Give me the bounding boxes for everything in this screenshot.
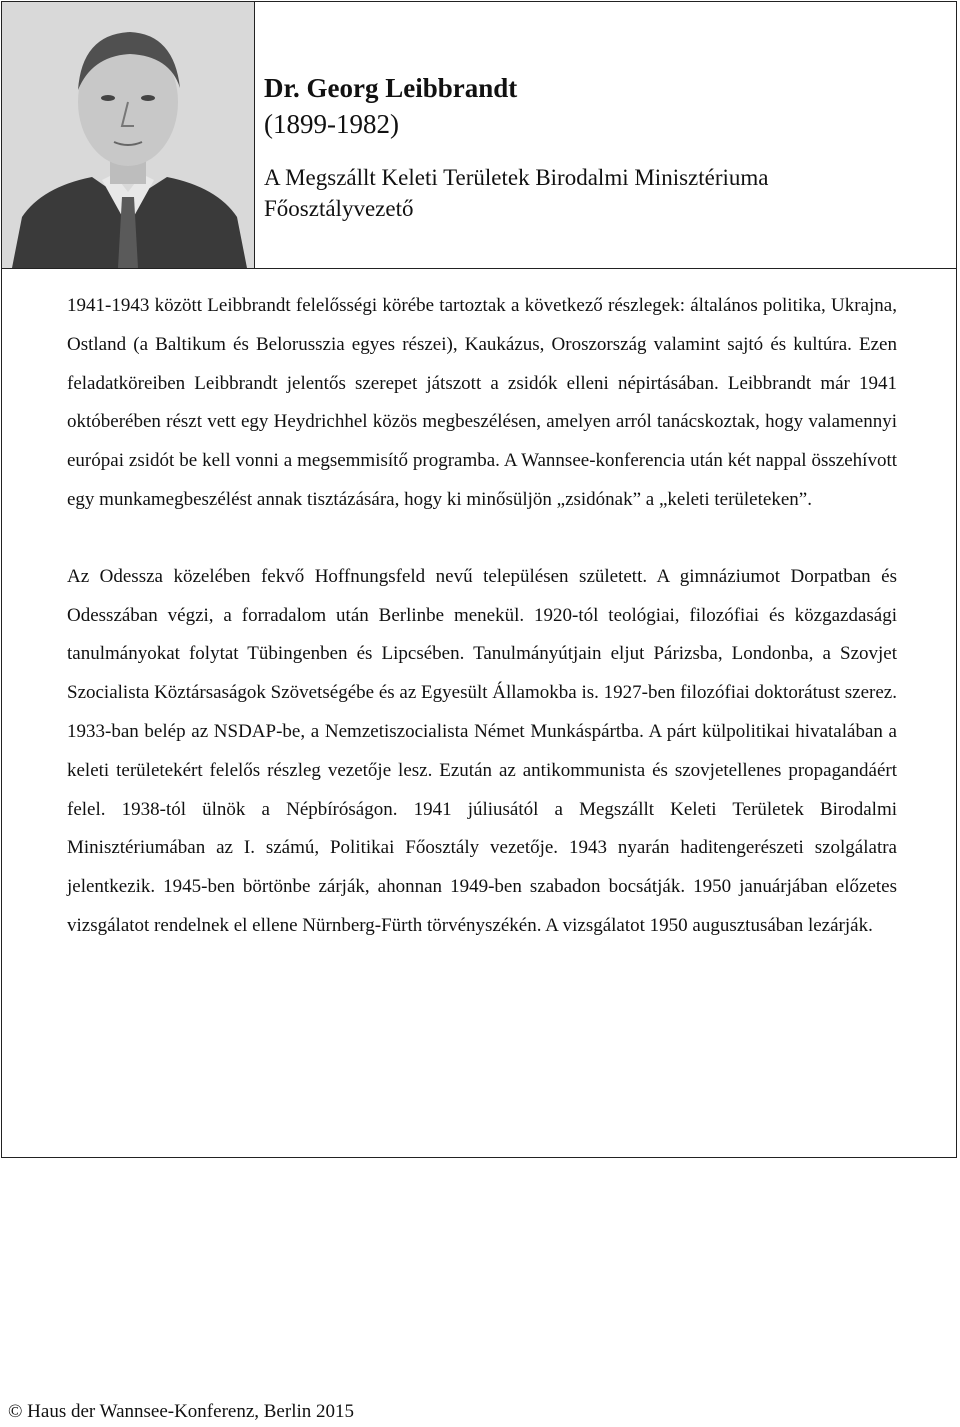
biography-text — [67, 287, 897, 946]
title-block — [264, 70, 944, 224]
biography-card — [1, 1, 957, 1158]
person-name: Dr. Georg Leibbrandt — [264, 73, 518, 103]
person-years: (1899-1982) — [264, 109, 399, 139]
role-title: Főosztályvezető — [264, 196, 414, 221]
paragraph-biography: Az Odessza közelében fekvő Hoffnungsfeld nevű településen született. A gimnáziumot Dorpatban és Odesszában végzi, a forradalom után Berlinbe menekül. 1920-tól teológiai, filozófiai és közgazdasági tanulmányokat folytat Tübingenben és Lipcsében. Tanulmányútjain eljut Párizsba, Londonba, a Szovjet Szocialista Köztársaságok Szövetségébe és az Egyesült Államokba is. 1927-ben filozófiai doktorátust szerez. 1933-ban belép az NSDAP-be, a Nemzetiszocialista Német Munkáspártba. A párt külpolitikai hivatalában a keleti területekért felelős részleg vezetője lesz. Ezután az antikommunista és szovjetellenes propagandáért felel. 1938-tól ülnök a Népbíróságon. 1941 júliusától a Megszállt Keleti Területek Birodalmi Minisztériumában az I. számú, Politikai Főosztály vezetője. 1943 nyarán haditengerészeti szolgálatra jelentkezik. 1945-ben börtönbe zárják, ahonnan 1949-ben szabadon bocsátják. 1950 januárjában előzetes vizsgálatot rendelnek el ellene Nürnberg-Fürth törvényszékén. A vizsgálatot 1950 augusztusában lezárják. — [67, 565, 897, 936]
header-row — [2, 2, 956, 269]
portrait-photo — [2, 2, 255, 268]
organization-title: A Megszállt Keleti Területek Birodalmi Minisztériuma — [264, 165, 769, 190]
portrait-photo-icon — [2, 2, 254, 268]
paragraph-responsibilities: 1941-1943 között Leibbrandt felelősségi körébe tartoztak a következő részlegek: általános politika, Ukrajna, Ostland (a Baltikum és Belorusszia egyes részei), Kaukázus, Oroszország valamint sajtó és kultúra. Ezen feladatköreiben Leibbrandt jelentős szerepet játszott a zsidók elleni népirtásában. Leibbrandt már 1941 októberében részt vett egy Heydrichhel közös megbeszélésen, amelyen arról tanácskoztak, hogy valamennyi európai zsidót be kell vonni a megsemmisítő programba. A Wannsee-konferencia után két nappal összehívott egy munkamegbeszélést annak tisztázására, hogy ki minősüljön „zsidónak” a „keleti területeken”. — [67, 295, 897, 510]
copyright-footer: © Haus der Wannsee-Konferenz, Berlin 2015 — [8, 1401, 354, 1422]
